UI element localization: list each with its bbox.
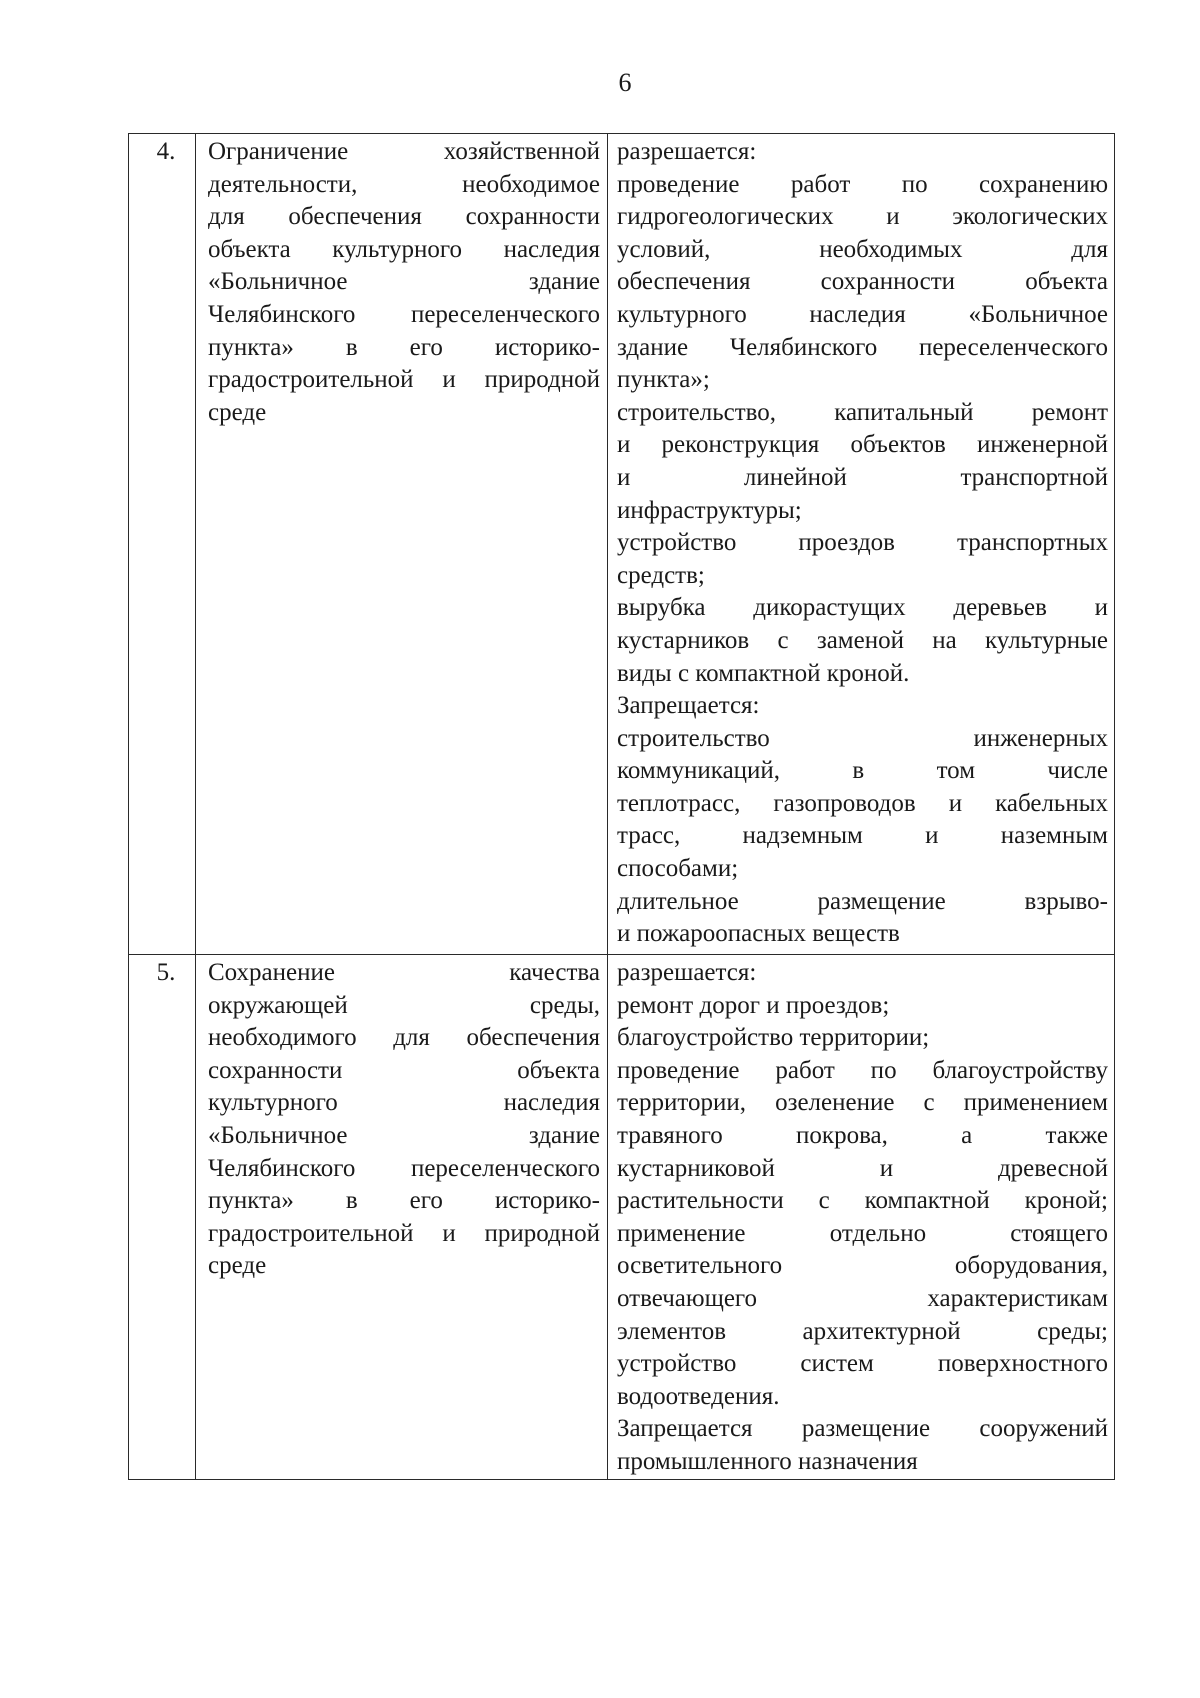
table-row (129, 134, 1115, 955)
text-line: «Больничное здание (208, 268, 600, 296)
restriction-name-text (196, 134, 607, 429)
text-line: обеспечения сохранности объекта (617, 268, 1108, 296)
text-line: проведение работ по благоустройству (617, 1056, 1108, 1084)
restriction-rules-text (608, 134, 1114, 951)
text-line: коммуникаций, в том числе (617, 757, 1108, 785)
row-number: 4. (156, 138, 176, 165)
restriction-rules-text (608, 955, 1114, 1479)
text-line: устройство систем поверхностного (617, 1350, 1108, 1378)
text-line: разрешается: (617, 959, 757, 986)
text-line: градостроительной и природной (208, 1219, 600, 1247)
text-line: кустарниковой и древесной (617, 1154, 1108, 1182)
text-line: способами; (617, 855, 739, 883)
text-line: теплотрасс, газопроводов и кабельных (617, 789, 1108, 817)
text-line: трасс, надземным и наземным (617, 822, 1108, 850)
text-line: Ограничение хозяйственной (208, 138, 600, 165)
text-line: гидрогеологических и экологических (617, 203, 1108, 231)
text-line: культурного наследия «Больничное (617, 300, 1108, 328)
table-row (129, 955, 1115, 1480)
text-line: Сохранение качества (208, 959, 600, 986)
text-line: и пожароопасных веществ (617, 920, 900, 948)
text-line: средств; (617, 561, 705, 589)
text-line: проведение работ по сохранению (617, 170, 1108, 198)
text-line: осветительного оборудования, (617, 1252, 1108, 1280)
text-line: длительное размещение взрыво- (617, 887, 1108, 915)
text-line: среде (208, 1252, 267, 1280)
text-line: травяного покрова, а также (617, 1121, 1108, 1149)
row-number-cell (129, 134, 196, 955)
restriction-name-cell (196, 134, 608, 955)
text-line: культурного наследия (208, 1089, 600, 1117)
text-line: водоотведения. (617, 1382, 780, 1410)
text-line: градостроительной и природной (208, 366, 600, 394)
text-line: промышленного назначения (617, 1447, 918, 1475)
text-line: строительство, капитальный ремонт (617, 398, 1108, 426)
text-line: окружающей среды, (208, 991, 600, 1019)
text-line: отвечающего характеристикам (617, 1284, 1108, 1312)
text-line: строительство инженерных (617, 724, 1108, 752)
row-number: 5. (156, 959, 176, 986)
text-line: разрешается: (617, 138, 757, 165)
text-line: применение отдельно стоящего (617, 1219, 1108, 1247)
text-line: растительности с компактной кроной; (617, 1187, 1108, 1215)
text-line: элементов архитектурной среды; (617, 1317, 1108, 1345)
text-line: кустарников с заменой на культурные (617, 626, 1108, 654)
text-line: территории, озеленение с применением (617, 1089, 1108, 1117)
restriction-rules-cell (608, 134, 1115, 955)
regulations-table (128, 133, 1115, 1480)
text-line: Запрещается: (617, 692, 760, 720)
text-line: здание Челябинского переселенческого (617, 333, 1108, 361)
text-line: Запрещается размещение сооружений (617, 1415, 1108, 1443)
text-line: объекта культурного наследия (208, 235, 600, 263)
restriction-name-text (196, 955, 607, 1283)
page-number: 6 (618, 68, 632, 97)
text-line: и линейной транспортной (617, 463, 1108, 491)
text-line: «Больничное здание (208, 1121, 600, 1149)
text-line: сохранности объекта (208, 1056, 600, 1084)
text-line: деятельности, необходимое (208, 170, 600, 198)
text-line: пункта» в его историко- (208, 1187, 600, 1215)
text-line: пункта» в его историко- (208, 333, 600, 361)
text-line: для обеспечения сохранности (208, 203, 600, 231)
text-line: Челябинского переселенческого (208, 1154, 600, 1182)
text-line: ремонт дорог и проездов; (617, 991, 890, 1019)
row-number-cell (129, 955, 196, 1480)
text-line: инфраструктуры; (617, 496, 802, 524)
text-line: устройство проездов транспортных (617, 529, 1108, 557)
text-line: пункта»; (617, 366, 710, 394)
text-line: среде (208, 398, 267, 426)
text-line: Челябинского переселенческого (208, 300, 600, 328)
text-line: вырубка дикорастущих деревьев и (617, 594, 1108, 622)
text-line: необходимого для обеспечения (208, 1024, 600, 1052)
text-line: благоустройство территории; (617, 1024, 930, 1052)
restriction-rules-cell (608, 955, 1115, 1480)
text-line: условий, необходимых для (617, 235, 1108, 263)
restriction-name-cell (196, 955, 608, 1480)
text-line: и реконструкция объектов инженерной (617, 431, 1108, 459)
text-line: виды с компактной кроной. (617, 659, 910, 687)
